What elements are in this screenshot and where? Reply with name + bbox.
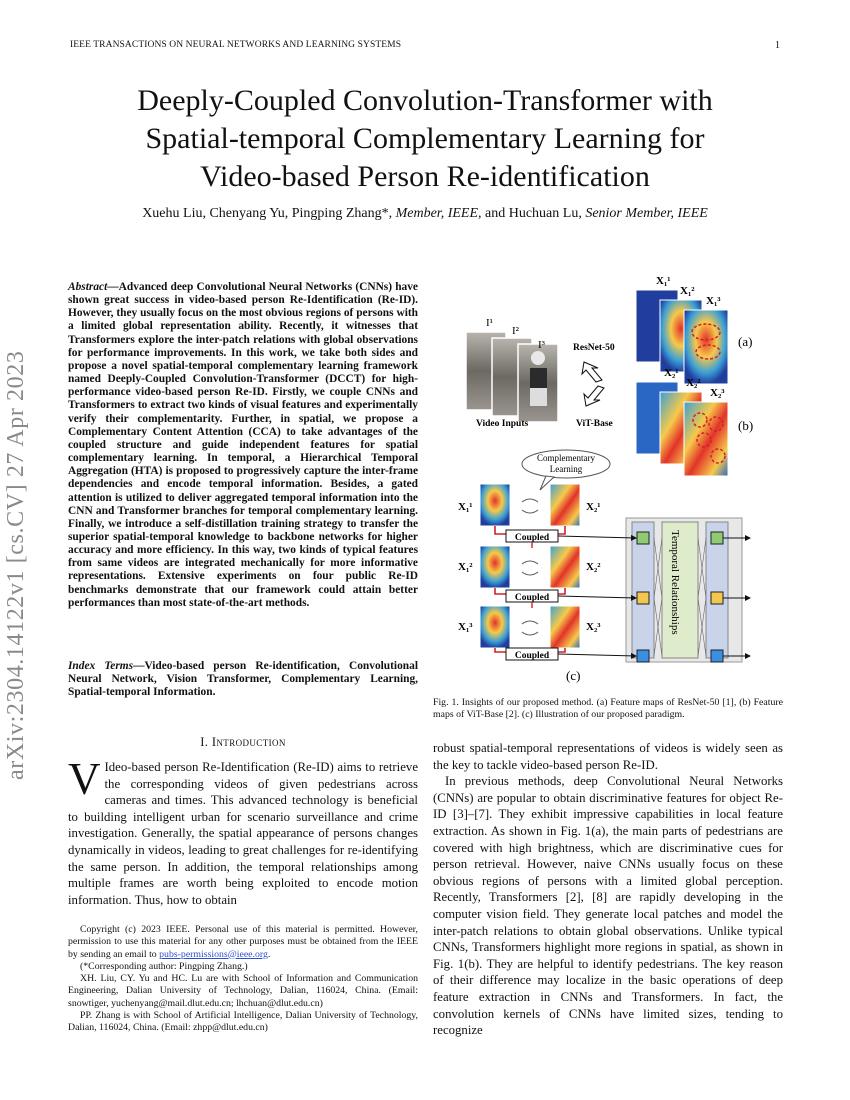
index-terms <box>68 660 418 699</box>
label-complementary: Complementary <box>537 453 595 463</box>
title-line-3: Video-based Person Re-identification <box>200 160 650 193</box>
row2-vit-map <box>550 546 580 588</box>
abstract <box>68 281 418 610</box>
row3-vit-map <box>550 606 580 648</box>
running-head: IEEE TRANSACTIONS ON NEURAL NETWORKS AND LEARNING SYSTEMS <box>70 40 402 50</box>
right-paragraph-1: robust spatial-temporal representations of videos is widely seen as the key to tackle video-based person Re-ID. <box>433 741 783 772</box>
label-resnet: ResNet-50 <box>573 343 615 353</box>
label-panel-a: (a) <box>738 334 753 349</box>
title-line-1: Deeply-Coupled Convolution-Transformer with <box>137 84 713 117</box>
section-heading <box>68 735 418 750</box>
index-terms-label: Index Terms <box>68 660 134 672</box>
label-coupled-3: Coupled <box>514 651 550 661</box>
label-panel-c: (c) <box>566 668 581 683</box>
exchange-icon <box>522 621 538 635</box>
label-I1: I¹ <box>486 317 493 329</box>
label-X11-top: X₁¹ <box>656 275 671 287</box>
person-legs-icon <box>530 388 547 406</box>
label-X22-row: X₂² <box>586 561 601 573</box>
drop-cap: V <box>68 754 101 804</box>
node-yellow-left <box>637 592 649 604</box>
node-yellow-right <box>711 592 723 604</box>
node-green-left <box>637 532 649 544</box>
to-temporal-arrow-1 <box>558 536 636 538</box>
abstract-label: Abstract <box>68 281 108 293</box>
heatmap-a3 <box>684 310 728 384</box>
copyright-end: . <box>267 948 271 960</box>
right-paragraph-2: In previous methods, deep Convolutional Neural Networks (CNNs) are popular to obtain discriminative features for object Re-ID [3]–[7]. They exhibit impressive capabilities in local feature extraction. As shown in Fig. 1(a), the main parts of pedestrians are covered with high brightness, which are discriminative cues for person retrieval. However, naive CNNs usually focus on these obvious regions of persons with a limited global perception. Recently, Transformers [2], [8] are rapidly developing in the computer vision field. They generate local patches and model the inter-patch relations to obtain global observations. Unlike typical CNNs, Transformers highlight more regions in spatial, as shown in Fig. 1(b). They are helpful to identify pedestrians. The key reason of their difference may localize in the basic operations of deep feature extraction in CNNs and Transformers. In fact, the convolution kernels of CNNs have limited sizes, tending to recognize <box>433 774 783 1038</box>
index-terms-text: —Video-based person Re-identification, Convolutional Neural Network, Vision Transformer, Complementary Learning, Spatial-temporal Information. <box>68 660 418 699</box>
label-X13-top: X₁³ <box>706 295 721 307</box>
label-X21-row: X₂¹ <box>586 501 601 513</box>
heatmap-b3 <box>684 402 728 476</box>
label-coupled-1: Coupled <box>514 533 550 543</box>
label-vit: ViT-Base <box>576 419 613 429</box>
arrow-down-icon <box>584 386 604 406</box>
label-learning: Learning <box>549 464 583 474</box>
footnotes <box>68 924 418 1035</box>
label-X12-row: X₁² <box>458 561 473 573</box>
to-temporal-arrow-3 <box>558 654 636 656</box>
section-title: Introduction <box>211 735 286 749</box>
label-temporal-relationships: Temporal Relationships <box>669 530 681 635</box>
node-blue-right <box>711 650 723 662</box>
section-number: I. <box>200 735 212 749</box>
node-blue-left <box>637 650 649 662</box>
intro-paragraph <box>68 754 418 908</box>
label-X23-row: X₂³ <box>586 621 601 633</box>
node-green-right <box>711 532 723 544</box>
label-video-inputs: Video Inputs <box>476 419 529 429</box>
authors-and: , and Huchuan Lu, <box>478 206 586 221</box>
person-silhouette-icon <box>530 368 547 388</box>
authors-member: Member, IEEE <box>395 206 479 221</box>
label-panel-b: (b) <box>738 418 754 433</box>
page-number: 1 <box>775 40 780 51</box>
arxiv-stamp: arXiv:2304.14122v1 [cs.CV] 27 Apr 2023 <box>3 350 29 780</box>
row2-cnn-map <box>480 546 510 588</box>
copyright-note <box>68 924 418 961</box>
intro-text: Ideo-based person Re-Identification (Re-ID) aims to retrieve the corresponding videos of given pedestrians across cameras and times. This advanced technology is beneficial to building intelligent urban for scenario surveillance and crime investigation. Generally, the spatial appearance of persons changes dynamically in videos, leading to great challenges for re-identifying the same person. In addition, the temporal relationships among multiple frames are worth being exploited to encode motion information. Thus, how to obtain <box>68 760 418 907</box>
abstract-text: —Advanced deep Convolutional Neural Networks (CNNs) have shown great success in video-based person Re-Identification (Re-ID). However, they usually focus on the most obvious regions of persons with a limited global representation ability. Recently, it witnesses that Transformers explore the inter-patch relations with global observations for performance improvements. In this work, we take both sides and propose a novel spatial-temporal complementary learning framework named Deeply-Coupled Convolution-Transformer (DCCT) for high-performance video-based person Re-ID. Firstly, we couple CNNs and Transformers to extract two kinds of visual features and experimentally verify their complementarity. Further, in spatial, we propose a Complementary Content Attention (CCA) to take advantages of the coupled structure and guide independent features for spatial complementary learning. In temporal, a Hierarchical Temporal Aggregation (HTA) is proposed to progressively capture the inter-frame dependencies and encode temporal information. Besides, a gated attention is utilized to deliver aggregated temporal information into the CNN and Transformer branches for temporal complementary learning. Finally, we introduce a self-distillation training strategy to transfer the superior spatial-temporal knowledge to backbone networks for higher accuracy and more efficiency. In this way, two kinds of typical features from same videos are integrated mechanically for more informative representations. Extensive experiments on four public Re-ID benchmarks demonstrate that our framework could attain better performances than most state-of-the-art methods. <box>68 281 418 609</box>
label-I2: I² <box>512 325 519 337</box>
permissions-email-link[interactable]: pubs-permissions@ieee.org <box>159 948 268 960</box>
paper-title <box>60 82 790 196</box>
row1-cnn-map <box>480 484 510 526</box>
label-I3: I³ <box>538 339 545 351</box>
label-X12-top: X₁² <box>680 285 695 297</box>
affiliation-note-1: XH. Liu, CY. Yu and HC. Lu are with School of Information and Communication Engineering, Dalian University of Technology, Dalian, 116024, China. (Email: snowtiger, yuchenyang@mail.dlut.edu.cn; lhchuan@dlut.edu.cn) <box>68 973 418 1009</box>
title-line-2: Spatial-temporal Complementary Learning for <box>145 122 705 155</box>
author-list <box>60 206 790 222</box>
arrow-up-icon <box>582 362 602 382</box>
label-coupled-2: Coupled <box>514 593 550 603</box>
figure-1 <box>450 264 790 694</box>
authors-names: Xuehu Liu, Chenyang Yu, Pingping Zhang*, <box>142 206 396 221</box>
label-X23-top: X₂³ <box>710 387 725 399</box>
right-column-text <box>433 740 783 1039</box>
row3-cnn-map <box>480 606 510 648</box>
exchange-icon <box>522 561 538 575</box>
authors-senior: Senior Member, IEEE <box>585 206 708 221</box>
face-blur-icon <box>531 351 545 365</box>
label-X11-row: X₁¹ <box>458 501 473 513</box>
row1-vit-map <box>550 484 580 526</box>
affiliation-note-2: PP. Zhang is with School of Artificial Intelligence, Dalian University of Technology, Dalian, 116024, China. (Email: zhpp@dlut.edu.cn) <box>68 1010 418 1034</box>
label-X13-row: X₁³ <box>458 621 473 633</box>
exchange-icon <box>522 499 538 513</box>
corresponding-note: (*Corresponding author: Pingping Zhang.) <box>80 960 248 972</box>
figure-caption: Fig. 1. Insights of our proposed method. (a) Feature maps of ResNet-50 [1], (b) Feature maps of ViT-Base [2]. (c) Illustration of our proposed paradigm. <box>433 697 783 721</box>
label-X21-top: X₂¹ <box>664 367 679 379</box>
to-temporal-arrow-2 <box>558 596 636 598</box>
label-X22-top: X₂² <box>686 377 701 389</box>
copyright-text: Copyright (c) 2023 IEEE. Personal use of this material is permitted. However, permission to use this material for any other purposes must be obtained from the IEEE by sending an email to <box>68 924 418 960</box>
